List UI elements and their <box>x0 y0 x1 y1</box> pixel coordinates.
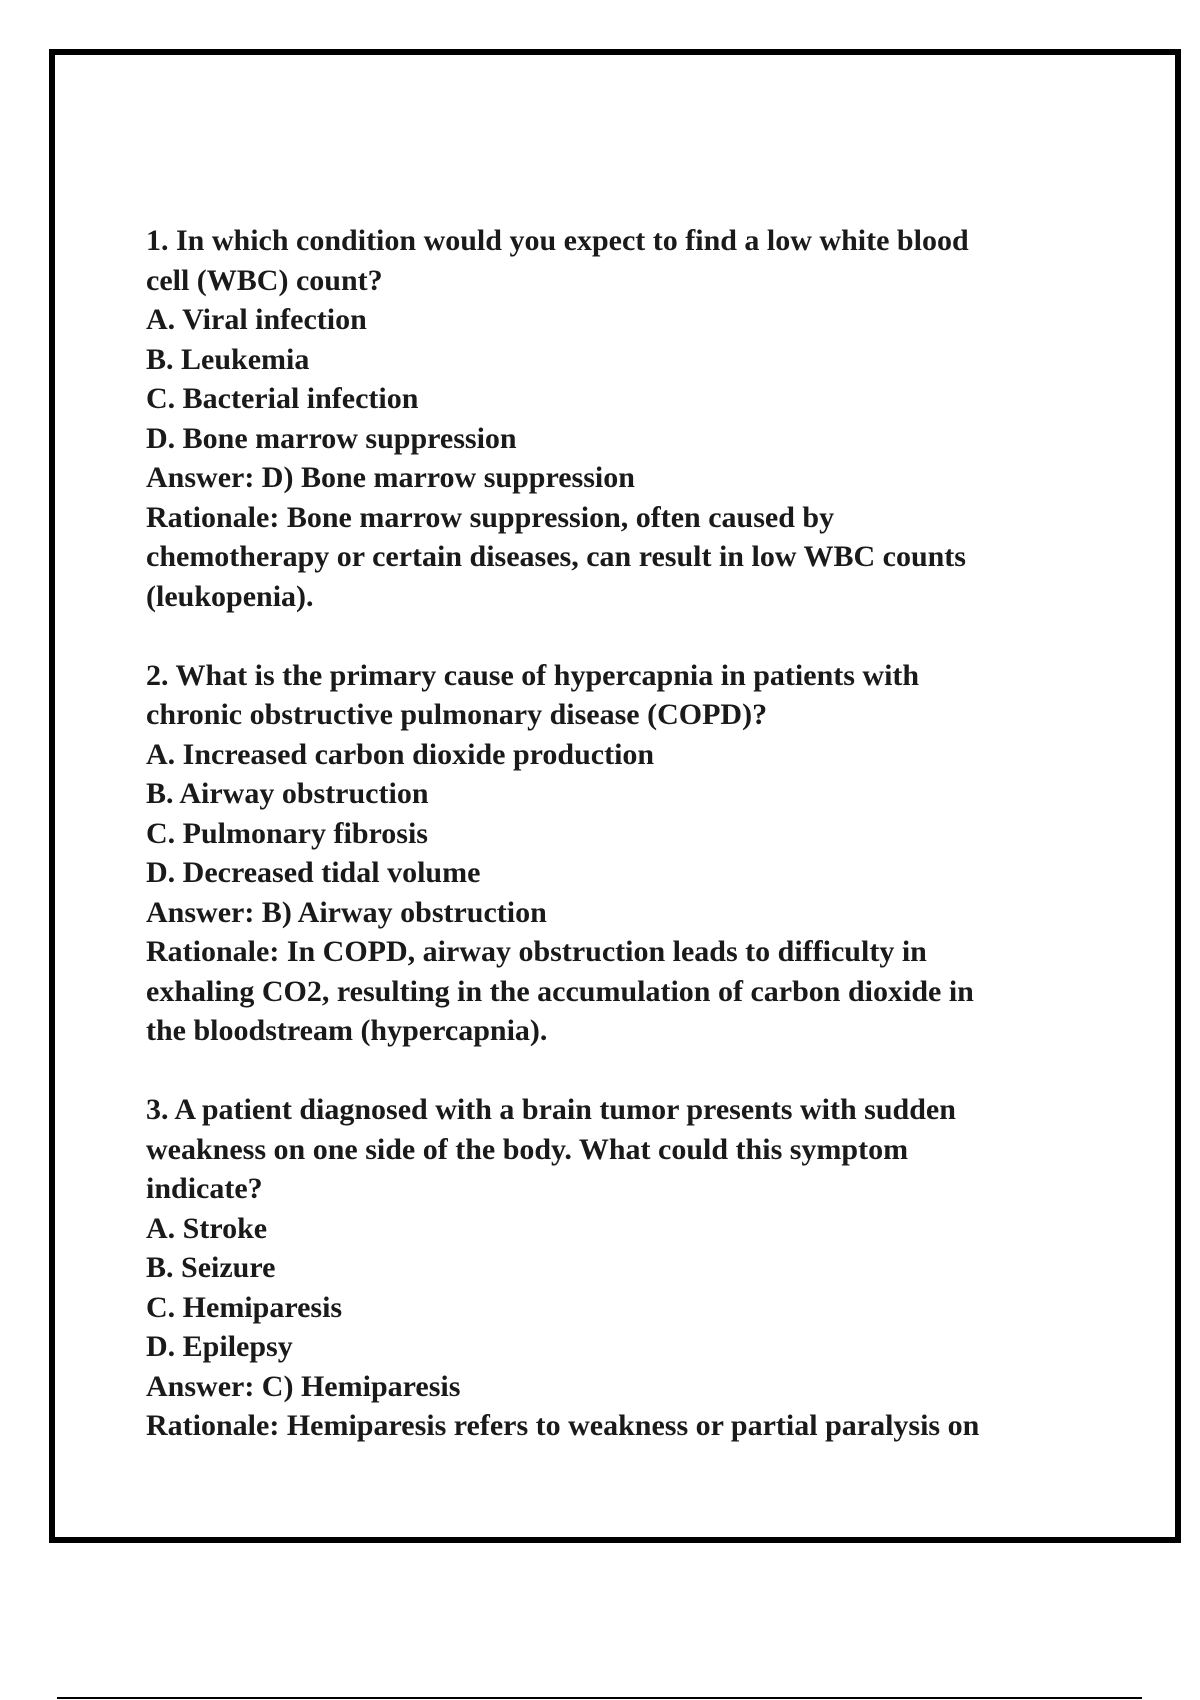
question-2-option-d: D. Decreased tidal volume <box>146 856 481 889</box>
bottom-rule <box>57 1697 1142 1699</box>
question-2-option-b: B. Airway obstruction <box>146 777 429 810</box>
question-1-option-a: A. Viral infection <box>146 303 367 336</box>
question-2-rationale: Rationale: In COPD, airway obstruction leads to difficulty in <box>146 935 927 968</box>
question-3-stem: 3. A patient diagnosed with a brain tumor presents with sudden <box>146 1093 956 1126</box>
question-2-rationale: the bloodstream (hypercapnia). <box>146 1014 548 1047</box>
question-1-option-b: B. Leukemia <box>146 342 310 376</box>
question-2-rationale: exhaling CO2, resulting in the accumulation of carbon dioxide in <box>146 974 974 1008</box>
question-2 <box>146 656 1086 1051</box>
question-1-stem: cell (WBC) count? <box>146 263 383 297</box>
question-1-rationale: Rationale: Bone marrow suppression, often caused by <box>146 500 835 534</box>
question-1-option-d: D. Bone marrow suppression <box>146 421 517 455</box>
question-3-rationale: Rationale: Hemiparesis refers to weakness or partial paralysis on <box>146 1409 980 1442</box>
question-2-stem: chronic obstructive pulmonary disease (COPD)? <box>146 698 768 731</box>
question-1-rationale: chemotherapy or certain diseases, can result in low WBC counts <box>146 540 966 573</box>
question-3-stem: weakness on one side of the body. What could this symptom <box>146 1132 909 1166</box>
document-body <box>146 221 1086 1485</box>
question-3-option-b: B. Seizure <box>146 1251 276 1284</box>
question-2-option-a: A. Increased carbon dioxide production <box>146 737 655 771</box>
question-3-option-c: C. Hemiparesis <box>146 1290 343 1324</box>
question-1 <box>146 221 1086 616</box>
question-2-answer: Answer: B) Airway obstruction <box>146 895 547 929</box>
question-1-stem: 1. In which condition would you expect to find a low white blood <box>146 224 969 257</box>
question-1-option-c: C. Bacterial infection <box>146 382 419 415</box>
question-3-stem: indicate? <box>146 1172 263 1205</box>
question-2-option-c: C. Pulmonary fibrosis <box>146 816 428 850</box>
question-2-stem: 2. What is the primary cause of hypercapnia in patients with <box>146 658 920 692</box>
question-3-option-d: D. Epilepsy <box>146 1330 293 1363</box>
question-3 <box>146 1090 1086 1446</box>
question-1-rationale: (leukopenia). <box>146 579 314 613</box>
question-1-answer: Answer: D) Bone marrow suppression <box>146 461 635 494</box>
question-3-option-a: A. Stroke <box>146 1211 268 1245</box>
question-3-answer: Answer: C) Hemiparesis <box>146 1369 461 1403</box>
